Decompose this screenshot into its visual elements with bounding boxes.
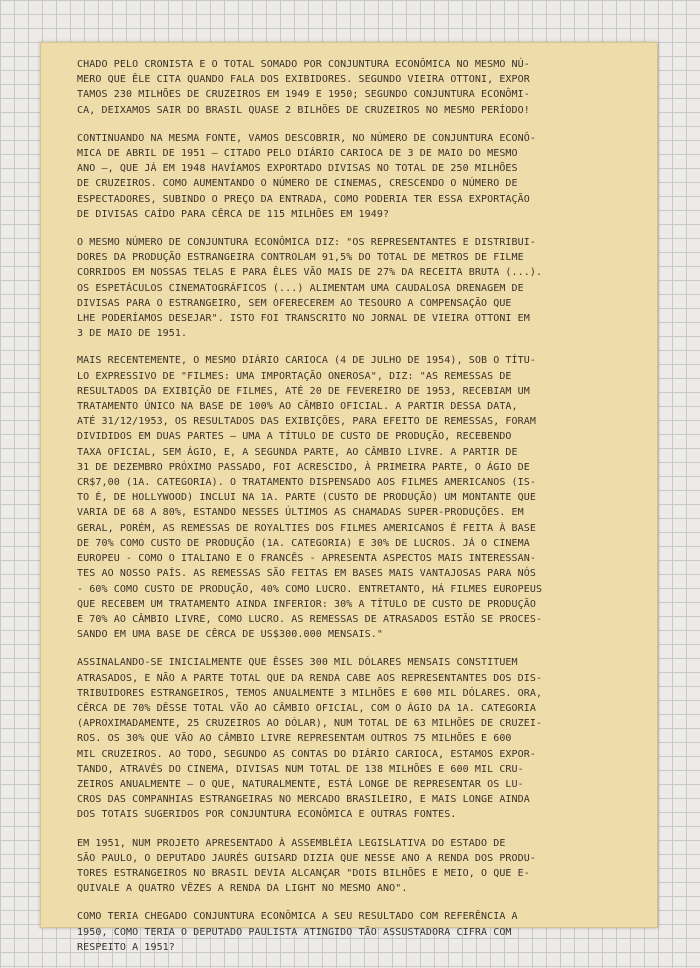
paragraph-2 <box>77 131 629 222</box>
text-line: 3 DE MAIO DE 1951. <box>77 328 188 340</box>
paragraph-4 <box>77 353 629 642</box>
text-line: TRATAMENTO ÚNICO NA BASE DE 100% AO CÂMBIO OFICIAL. A PARTIR DESSA DATA, <box>77 401 518 413</box>
text-line: CA, DEIXAMOS SAIR DO BRASIL QUASE 2 BILHÕES DE CRUZEIROS NO MESMO PERÍODO! <box>77 104 530 116</box>
text-line: LHE PODERÍAMOS DESEJAR". ISTO FOI TRANSCRITO NO JORNAL DE VIEIRA OTTONI EM <box>77 313 530 325</box>
text-line: RESULTADOS DA EXIBIÇÃO DE FILMES, ATÉ 20 DE FEVEREIRO DE 1953, RECEBIAM UM <box>77 385 530 397</box>
text-line: 31 DE DEZEMBRO PRÓXIMO PASSADO, FOI ACRESCIDO, À PRIMEIRA PARTE, O ÁGIO DE <box>77 461 530 473</box>
text-line: TES AO NOSSO PAÍS. AS REMESSAS SÃO FEITAS EM BASES MAIS VANTAJOSAS PARA NÓS <box>77 568 537 580</box>
text-line: ESPECTADORES, SUBINDO O PREÇO DA ENTRADA, COMO PODERIA TER ESSA EXPORTAÇÃO <box>77 193 530 205</box>
text-line: E 70% AO CÂMBIO LIVRE, COMO LUCRO. AS REMESSAS DE ATRASADOS ESTÃO SE PROCES- <box>77 613 543 625</box>
text-line: EM 1951, NUM PROJETO APRESENTADO À ASSEMBLÉIA LEGISLATIVA DO ESTADO DE <box>77 837 506 849</box>
text-line: MICA DE ABRIL DE 1951 — CITADO PELO DIÁRIO CARIOCA DE 3 DE MAIO DO MESMO <box>77 148 518 160</box>
text-line: DE 70% COMO CUSTO DE PRODUÇÃO (1A. CATEGORIA) E 30% DE LUCROS. JÁ O CINEMA <box>77 537 530 549</box>
paragraph-3 <box>77 235 629 341</box>
text-line: TAMOS 230 MILHÕES DE CRUZEIROS EM 1949 E 1950; SEGUNDO CONJUNTURA ECONÔMI- <box>77 89 530 101</box>
text-line: QUE RECEBEM UM TRATAMENTO AINDA INFERIOR: 30% A TÍTULO DE CUSTO DE PRODUÇÃO <box>77 598 537 610</box>
text-line: DORES DA PRODUÇÃO ESTRANGEIRA CONTROLAM 91,5% DO TOTAL DE METROS DE FILME <box>77 252 524 264</box>
text-line: CHADO PELO CRONISTA E O TOTAL SOMADO POR CONJUNTURA ECONÔMICA NO MESMO NÚ- <box>77 59 530 70</box>
paragraph-5 <box>77 655 629 822</box>
text-line: DE CRUZEIROS. COMO AUMENTANDO O NÚMERO DE CINEMAS, CRESCENDO O NÚMERO DE <box>77 178 518 190</box>
text-line: DOS TOTAIS SUGERIDOS POR CONJUNTURA ECONÔMICA E OUTRAS FONTES. <box>77 809 457 821</box>
text-line: GERAL, PORÉM, AS REMESSAS DE ROYALTIES DOS FILMES AMERICANOS É FEITA À BASE <box>77 522 537 534</box>
text-line: ATRASADOS, E NÃO A PARTE TOTAL QUE DA RENDA CABE AOS REPRESENTANTES DOS DIS- <box>77 672 543 684</box>
text-line: CROS DAS COMPANHIAS ESTRANGEIRAS NO MERCADO BRASILEIRO, E MAIS LONGE AINDA <box>77 794 530 806</box>
text-line: (APROXIMADAMENTE, 25 CRUZEIROS AO DÓLAR), NUM TOTAL DE 63 MILHÕES DE CRUZEI- <box>77 718 543 730</box>
text-line: LO EXPRESSIVO DE "FILMES: UMA IMPORTAÇÃO ONEROSA", DIZ: "AS REMESSAS DE <box>77 370 512 382</box>
paragraph-6 <box>77 836 629 897</box>
text-line: CÊRCA DE 70% DÊSSE TOTAL VÃO AO CÂMBIO OFICIAL, COM O ÁGIO DA 1A. CATEGORIA <box>77 702 537 714</box>
text-line: DE DIVISAS CAÍDO PARA CÊRCA DE 115 MILHÕES EM 1949? <box>77 208 390 220</box>
text-line: CR$7,00 (1A. CATEGORIA). O TRATAMENTO DISPENSADO AOS FILMES AMERICANOS (IS- <box>77 477 537 489</box>
text-line: - 60% COMO CUSTO DE PRODUÇÃO, 40% COMO LUCRO. ENTRETANTO, HÁ FILMES EUROPEUS <box>77 583 543 595</box>
text-line: ROS. OS 30% QUE VÃO AO CÂMBIO LIVRE REPRESENTAM OUTROS 75 MILHÕES E 600 <box>77 733 512 745</box>
text-line: ANO —, QUE JÁ EM 1948 HAVÍAMOS EXPORTADO DIVISAS NO TOTAL DE 250 MILHÕES <box>77 163 518 175</box>
text-line: VARIA DE 68 A 80%, ESTANDO NESSES ÚLTIMOS AS CHAMADAS SUPER-PRODUÇÕES. EM <box>77 507 524 519</box>
text-line: 1950, COMO TERIA O DEPUTADO PAULISTA ATINGIDO TÃO ASSUSTADORA CIFRA COM <box>77 926 512 938</box>
text-line: MERO QUE ÊLE CITA QUANDO FALA DOS EXIBIDORES. SEGUNDO VIEIRA OTTONI, EXPOR <box>77 74 530 86</box>
text-line: TORES ESTRANGEIROS NO BRASIL DEVIA ALCANÇAR "DOIS BILHÕES E MEIO, O QUE E- <box>77 867 530 879</box>
text-line: TANDO, ATRAVÉS DO CINEMA, DIVISAS NUM TOTAL DE 138 MILHÕES E 600 MIL CRU- <box>77 763 524 775</box>
text-line: ATÉ 31/12/1953, OS RESULTADOS DAS EXIBIÇÕES, PARA EFEITO DE REMESSAS, FORAM <box>77 416 537 428</box>
text-line: TAXA OFICIAL, SEM ÁGIO, E, A SEGUNDA PARTE, AO CÂMBIO LIVRE. A PARTIR DE <box>77 446 518 458</box>
text-line: TRIBUIDORES ESTRANGEIROS, TEMOS ANUALMENTE 3 MILHÕES E 600 MIL DÓLARES. ORA, <box>77 687 543 699</box>
text-line: ZEIROS ANUALMENTE — O QUE, NATURALMENTE, ESTÁ LONGE DE REPRESENTAR OS LU- <box>77 778 524 790</box>
text-line: ASSINALANDO-SE INICIALMENTE QUE ÊSSES 300 MIL DÓLARES MENSAIS CONSTITUEM <box>77 657 518 669</box>
text-line: EUROPEU - COMO O ITALIANO E O FRANCÊS - APRESENTA ASPECTOS MAIS INTERESSAN- <box>77 553 537 565</box>
typewritten-page <box>40 42 658 953</box>
paragraph-7 <box>77 909 629 955</box>
paragraph-1 <box>77 57 629 118</box>
text-line: SANDO EM UMA BASE DE CÊRCA DE US$300.000 MENSAIS." <box>77 629 384 641</box>
text-line: CONTINUANDO NA MESMA FONTE, VAMOS DESCOBRIR, NO NÚMERO DE CONJUNTURA ECONÔ- <box>77 132 537 144</box>
text-line: DIVIDIDOS EM DUAS PARTES — UMA A TÍTULO DE CUSTO DE PRODUÇÃO, RECEBENDO <box>77 431 512 443</box>
text-line: OS ESPETÁCULOS CINEMATOGRÁFICOS (...) ALIMENTAM UMA CAUDALOSA DRENAGEM DE <box>77 282 524 294</box>
text-line: RESPEITO A 1951? <box>77 941 175 953</box>
text-line: CORRIDOS EM NOSSAS TELAS E PARA ÊLES VÃO MAIS DE 27% DA RECEITA BRUTA (...). <box>77 267 543 279</box>
text-line: SÃO PAULO, O DEPUTADO JAURÉS GUISARD DIZIA QUE NESSE ANO A RENDA DOS PRODU- <box>77 852 537 864</box>
text-line: O MESMO NÚMERO DE CONJUNTURA ECONÔMICA DIZ: "OS REPRESENTANTES E DISTRIBUI- <box>77 237 537 249</box>
page-body <box>77 57 629 968</box>
text-line: DIVISAS PARA O ESTRANGEIRO, SEM OFERECEREM AO TESOURO A COMPENSAÇÃO QUE <box>77 297 512 309</box>
text-line: TO É, DE HOLLYWOOD) INCLUI NA 1A. PARTE (CUSTO DE PRODUÇÃO) UM MONTANTE QUE <box>77 492 537 504</box>
text-line: QUIVALE A QUATRO VÊZES A RENDA DA LIGHT NO MESMO ANO". <box>77 883 408 895</box>
text-line: MIL CRUZEIROS. AO TODO, SEGUNDO AS CONTAS DO DIÁRIO CARIOCA, ESTAMOS EXPOR- <box>77 748 537 760</box>
text-line: COMO TERIA CHEGADO CONJUNTURA ECONÔMICA A SEU RESULTADO COM REFERÊNCIA A <box>77 911 518 923</box>
text-line: MAIS RECENTEMENTE, O MESMO DIÁRIO CARIOCA (4 DE JULHO DE 1954), SOB O TÍTU- <box>77 355 537 367</box>
